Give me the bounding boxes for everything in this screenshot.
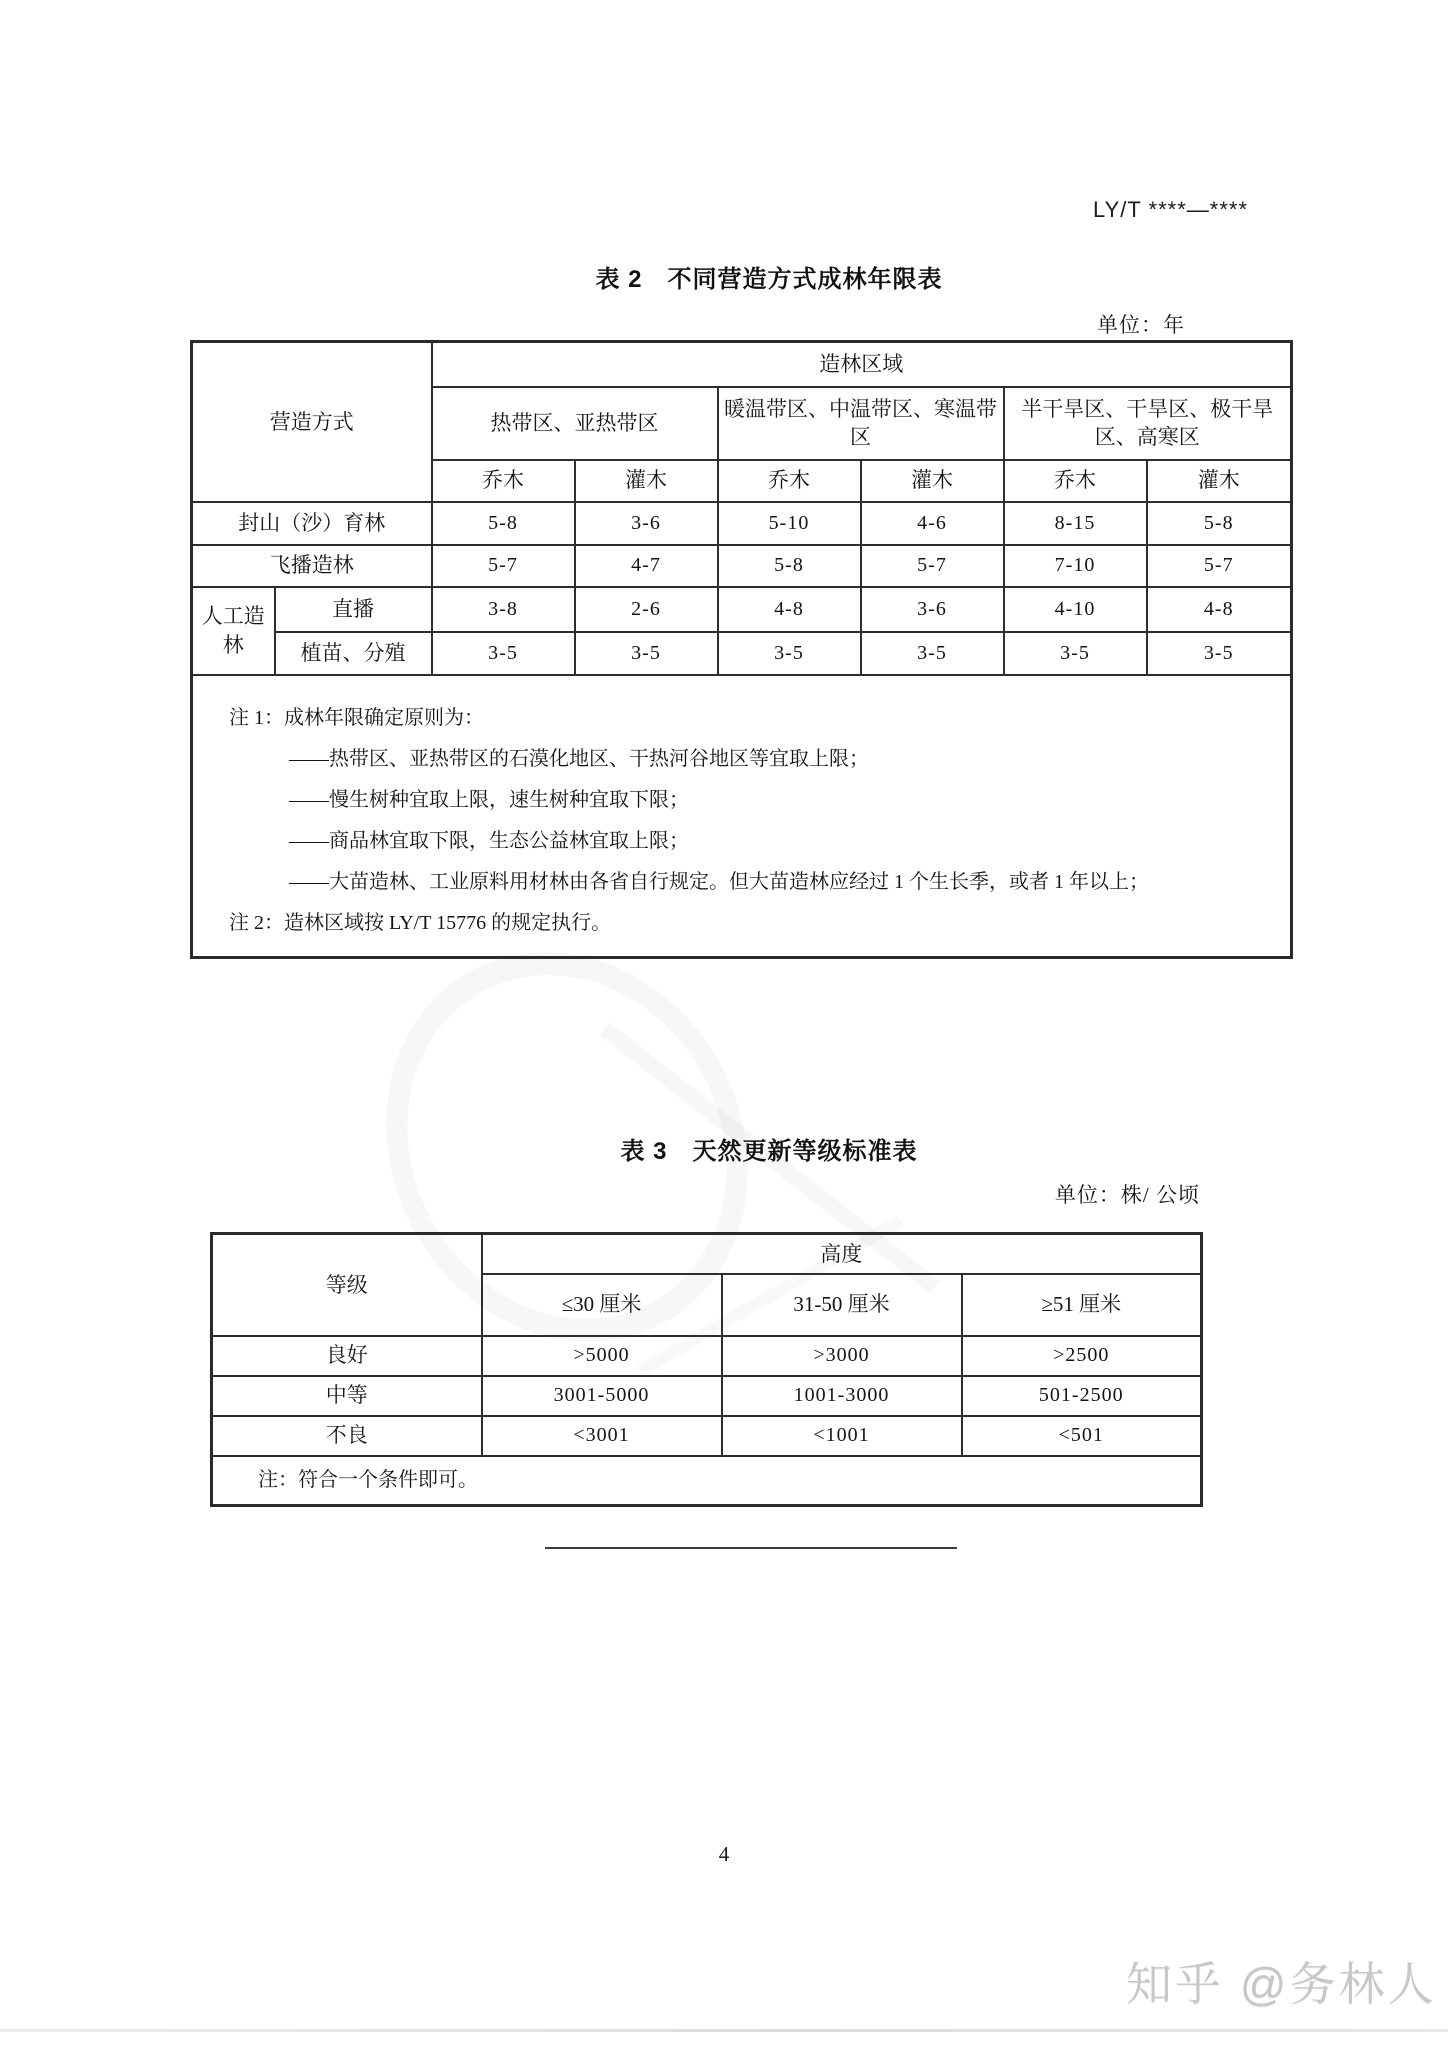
table-cell: 5-7 <box>1147 545 1292 587</box>
table-cell: 3-5 <box>1147 632 1292 675</box>
table3-unit: 单位：株/ 公顷 <box>1054 1183 1200 1207</box>
table-cell: 5-8 <box>432 502 575 545</box>
table-row <box>212 1416 1202 1456</box>
table3-header-height: ≤30 厘米 <box>482 1274 722 1336</box>
table-cell: 2-6 <box>575 587 718 632</box>
table-cell: 3-5 <box>718 632 861 675</box>
table2-header-region: 暖温带区、中温带区、寒温带区 <box>718 387 1004 460</box>
table-row <box>212 1376 1202 1416</box>
table-cell: >3000 <box>722 1336 962 1376</box>
table-cell: 3-8 <box>432 587 575 632</box>
table3-header-grade: 等级 <box>212 1234 482 1336</box>
table-cell: <3001 <box>482 1416 722 1456</box>
table2-header-method: 营造方式 <box>192 342 432 502</box>
brand-watermark: 知乎 @务林人 <box>1126 1958 1437 2010</box>
table2-header-tree-type: 乔木 <box>718 460 861 502</box>
note-line: 注 1：成林年限确定原则为： <box>229 706 484 729</box>
note-line: ——慢生树种宜取上限，速生树种宜取下限； <box>289 788 689 811</box>
table-cell: >5000 <box>482 1336 722 1376</box>
table-cell: 5-8 <box>1147 502 1292 545</box>
table-cell: 4-10 <box>1004 587 1147 632</box>
row-label: 不良 <box>212 1416 482 1456</box>
doc-code: LY/T ****—**** <box>1093 197 1249 222</box>
scan-edge <box>0 2029 1448 2032</box>
table3-title: 表 3 天然更新等级标准表 <box>620 1138 918 1165</box>
table-cell: 8-15 <box>1004 502 1147 545</box>
table2-header-tree-type: 灌木 <box>1147 460 1292 502</box>
row-label: 直播 <box>275 587 432 632</box>
table2-header-tree-type: 乔木 <box>432 460 575 502</box>
table2-header-tree-type: 乔木 <box>1004 460 1147 502</box>
note-line: ——热带区、亚热带区的石漠化地区、干热河谷地区等宜取上限； <box>289 747 869 770</box>
table-cell: 5-7 <box>432 545 575 587</box>
table-cell: 3-5 <box>575 632 718 675</box>
note-line: ——大苗造林、工业原料用材林由各省自行规定。但大苗造林应经过 1 个生长季，或者 1 年以上； <box>289 870 1149 893</box>
table-row <box>192 675 1292 958</box>
table3-header-height-group: 高度 <box>482 1234 1202 1274</box>
row-label: 封山（沙）育林 <box>192 502 432 545</box>
table2-header-region: 热带区、亚热带区 <box>432 387 718 460</box>
table-cell: 5-7 <box>861 545 1004 587</box>
table2-title: 表 2 不同营造方式成林年限表 <box>595 266 943 293</box>
table-cell: <501 <box>962 1416 1202 1456</box>
table-cell: 4-8 <box>718 587 861 632</box>
table-cell: <1001 <box>722 1416 962 1456</box>
table-cell: 3001-5000 <box>482 1376 722 1416</box>
table2-header-region: 半干旱区、干旱区、极干旱区、高寒区 <box>1004 387 1292 460</box>
note-line: 注 2：造林区域按 LY/T 15776 的规定执行。 <box>229 911 612 934</box>
table-cell: 3-5 <box>432 632 575 675</box>
table2-notes <box>192 675 1292 958</box>
table-cell: 3-6 <box>575 502 718 545</box>
table-cell: 3-6 <box>861 587 1004 632</box>
table3-note: 注：符合一个条件即可。 <box>212 1456 1202 1506</box>
table-row <box>192 632 1292 675</box>
table-cell: 5-10 <box>718 502 861 545</box>
table-row <box>212 1234 1202 1274</box>
table-cell: 501-2500 <box>962 1376 1202 1416</box>
table3 <box>210 1232 1203 1507</box>
row-group-label: 人工造林 <box>192 587 275 675</box>
table-row <box>212 1456 1202 1506</box>
table-row <box>212 1336 1202 1376</box>
section-divider <box>545 1547 957 1549</box>
table-cell: 3-5 <box>1004 632 1147 675</box>
table-row <box>192 342 1292 387</box>
row-label: 飞播造林 <box>192 545 432 587</box>
table3-header-height: 31-50 厘米 <box>722 1274 962 1336</box>
table-cell: 4-8 <box>1147 587 1292 632</box>
table-cell: 7-10 <box>1004 545 1147 587</box>
table-cell: 4-6 <box>861 502 1004 545</box>
table2-header-tree-type: 灌木 <box>861 460 1004 502</box>
row-label: 植苗、分殖 <box>275 632 432 675</box>
table-row <box>192 502 1292 545</box>
page-number: 4 <box>718 1842 730 1866</box>
table-cell: 4-7 <box>575 545 718 587</box>
table-row <box>192 545 1292 587</box>
table2-header-tree-type: 灌木 <box>575 460 718 502</box>
table-row <box>192 587 1292 632</box>
row-label: 良好 <box>212 1336 482 1376</box>
table-cell: 1001-3000 <box>722 1376 962 1416</box>
table3-header-height: ≥51 厘米 <box>962 1274 1202 1336</box>
table2-header-region-group: 造林区域 <box>432 342 1292 387</box>
table-cell: 3-5 <box>861 632 1004 675</box>
table2-unit: 单位：年 <box>1097 313 1185 337</box>
table2 <box>190 340 1293 959</box>
table-cell: 5-8 <box>718 545 861 587</box>
row-label: 中等 <box>212 1376 482 1416</box>
table-cell: >2500 <box>962 1336 1202 1376</box>
note-line: ——商品林宜取下限，生态公益林宜取上限； <box>289 829 689 852</box>
